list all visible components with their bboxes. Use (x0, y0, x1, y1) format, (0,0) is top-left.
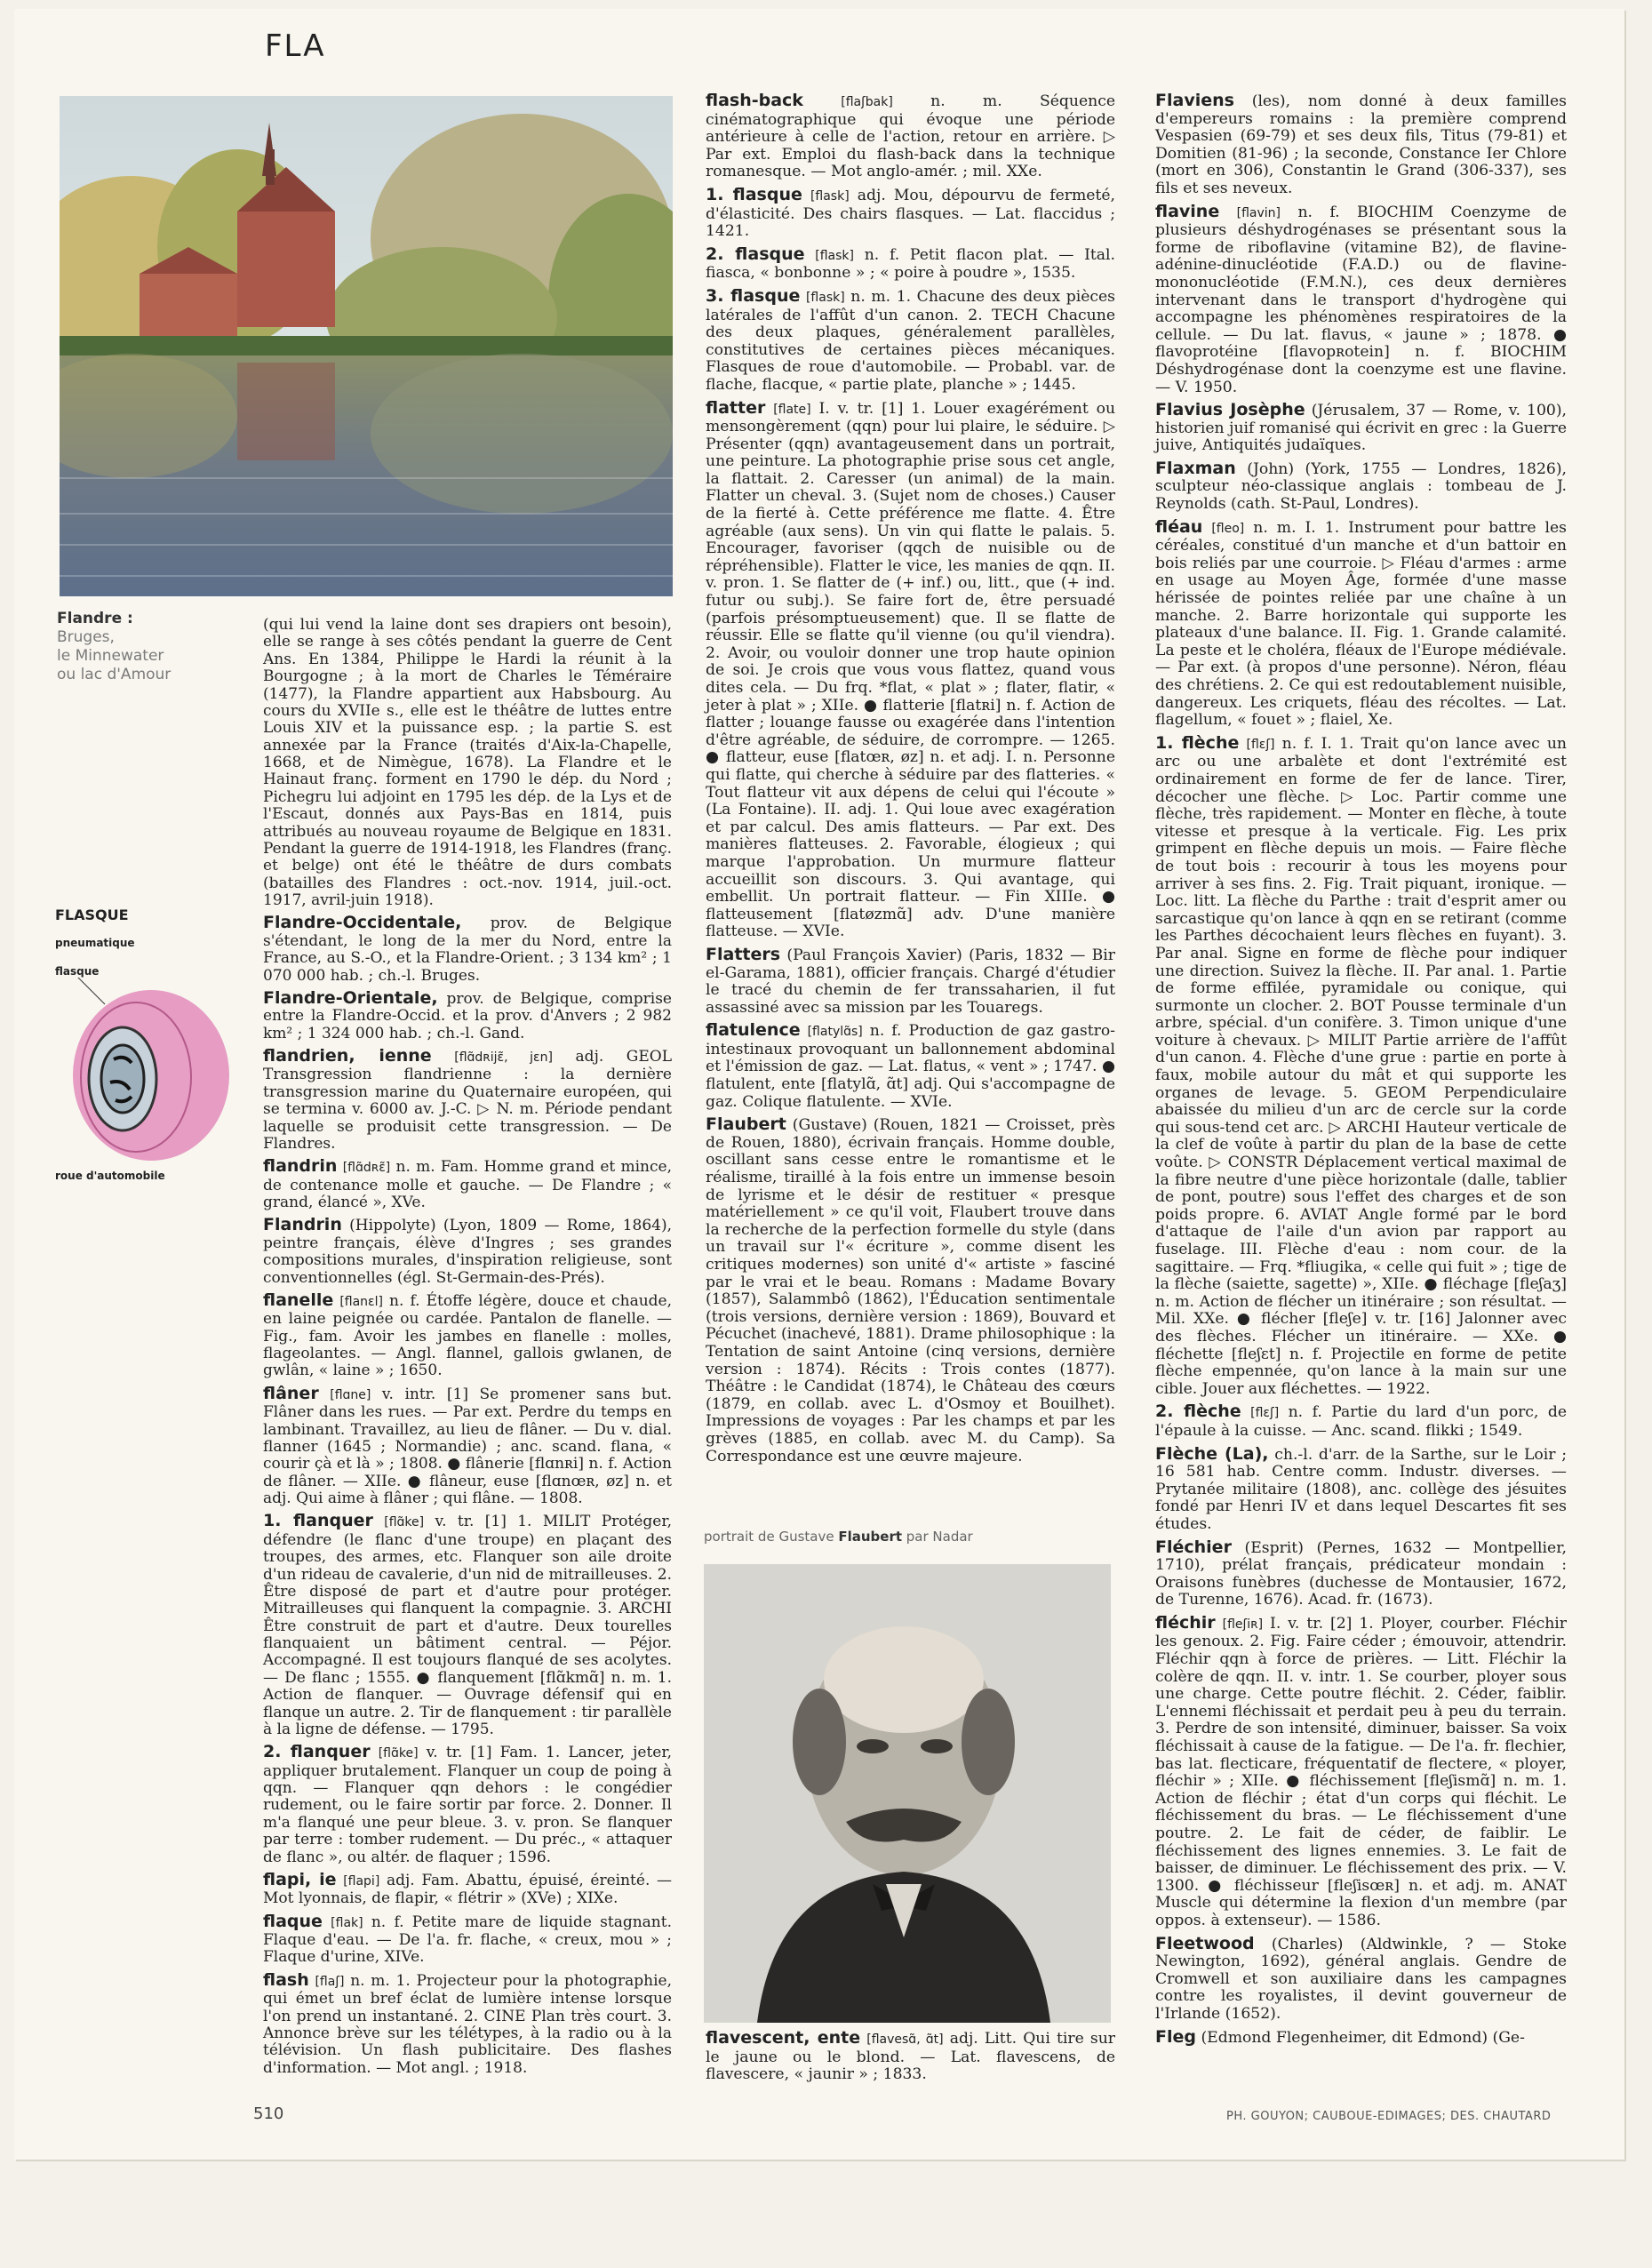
dictionary-entry (706, 1116, 1115, 1465)
dictionary-entry (263, 1913, 672, 1967)
dictionary-entry (263, 1217, 672, 1287)
dictionary-entry (706, 184, 1115, 241)
entry-text: (Edmond Flegenheimer, dit Edmond) (Ge- (1201, 2028, 1525, 2047)
entry-text: v. intr. [1] Se promener sans but. Flâner dans les rues. — Par ext. Perdre du temps en lambinant. Travaillez, au lieu de flâner. — Du v. dial. flanner (1645 ; Normandie) ; anc. scand. flana, « courir çà et là » ; 1808. ● flânerie [flɑnʀi] n. f. Action de flâner. — XIIe. ● flâneur, euse [flɑnœʀ, øz] n. et adj. Qui aime à flâner ; qui flâne. — 1808. (263, 1385, 672, 1507)
entry-headword: 1. flanquer (263, 1511, 373, 1531)
dictionary-entry (1155, 2026, 1567, 2048)
entry-headword: Fleg (1155, 2026, 1196, 2047)
dictionary-entry (706, 1022, 1115, 1111)
entry-text: (qui lui vend la laine dont ses drapiers ont besoin), elle se range à ses côtés pendant la guerre de Cent Ans. En 1384, Philippe le Hardi la réunit à la Bourgogne ; à la mort de Charles le Téméraire (1477), la Flandre appartient aux Habsbourg. Au cours du XVIIe s., elle est le théâtre de luttes entre Louis XIV et la puissance esp. ; la partie S. est annexée par la France (traités d'Aix-la-Chapelle, 1668, et de Nimègue, 1678). La Flandre et le Hainaut franç. forment en 1790 le dép. du Nord ; Pichegru lui adjoint en 1795 les dép. de la Lys et de l'Escaut, donnés aux Pays-Bas en 1814, puis attribués au nouveau royaume de Belgique en 1831. Pendant la guerre de 1914-1918, les Flandres (franç. et belge) ont été le théâtre de durs combats (batailles des Flandres : oct.-nov. 1914, juil.-oct. 1917, avril-juin 1918). (263, 616, 672, 909)
entry-headword: Fléchier (1155, 1537, 1232, 1557)
column-2-continued (706, 2030, 1115, 2089)
entry-text: (Jérusalem, 37 — Rome, v. 100), historien juif romanisé qui écrivit en grec : la Guerre juive, Antiquités judaïques. (1155, 402, 1567, 455)
page-number: 510 (253, 2104, 284, 2123)
dictionary-entry (706, 246, 1115, 283)
entry-pronunciation: [flɑ̃ke] (378, 1746, 419, 1761)
dictionary-entry (263, 1969, 672, 2077)
entry-pronunciation: [flavin] (1236, 205, 1281, 220)
flasque-figure-title: FLASQUE (55, 906, 129, 923)
entry-text: n. f. Petite mare de liquide stagnant. Flaque d'eau. — De l'a. fr. flache, « creux, mou » ; Flaque d'urine, XIVe. (263, 1913, 672, 1967)
entry-text: (Esprit) (Pernes, 1632 — Montpellier, 1710), prélat français, prédicateur mondain : Oraisons funèbres (duchesse de Montausier, 1672, de Turenne, 1676). Acad. fr. (1673). (1155, 1538, 1567, 1609)
dictionary-entry (706, 92, 1115, 181)
photo-caption-line: le Minnewater (57, 647, 164, 665)
entry-headword: flavine (1155, 201, 1220, 221)
entry-pronunciation: [flanɛl] (339, 1294, 383, 1309)
entry-headword: 1. flèche (1155, 732, 1240, 753)
entry-headword: 2. flasque (706, 244, 805, 264)
entry-text: ch.-l. d'arr. de la Sarthe, sur le Loir ; 16 581 hab. Centre comm. Industr. diverses. — Prytanée militaire (1808), anc. collège des jésuites fondé par Henri IV et dans lequel Descartes fit ses études. (1155, 1445, 1568, 1533)
entry-pronunciation: [flaʃbak] (841, 95, 893, 109)
entry-pronunciation: [flask] (815, 248, 854, 263)
entry-pronunciation: [flɑ̃dʀɛ̃] (342, 1161, 391, 1176)
dictionary-entry (1155, 402, 1567, 455)
entry-pronunciation: [fleo] (1211, 521, 1245, 536)
entry-headword: fléau (1155, 516, 1203, 537)
dictionary-entry (1155, 1933, 1567, 2024)
entry-text: (les), nom donné à deux familles d'empereurs romains : la première comprend Vespasien (69-79) et ses deux fils, Titus (79-81) et Domitien (81-96) ; la seconde, Constance Ier Chlore (mort en 306), Constantin le Grand (306-337), ses fils et ses neveux. (1155, 92, 1567, 197)
photo-caption-line: Bruges, (57, 628, 115, 646)
dictionary-entry (263, 914, 672, 985)
entry-headword: Flaviens (1155, 91, 1234, 110)
column-3 (1155, 92, 1567, 2052)
dictionary-entry (263, 617, 672, 909)
dictionary-entry (263, 1383, 672, 1508)
entry-text: (Gustave) (Rouen, 1821 — Croisset, près de Rouen, 1880), écrivain français. Homme double, oscillant sans cesse entre le romantisme et le réalisme, tiraillé à la fois entre un immense besoin de lyrisme et le désir de restituer « presque matériellement » ce qu'il voit, Flaubert trouve dans la recherche de la perfection formelle du style (dans un travail sur l'« écriture », comme disent les critiques modernes) son unité d'« artiste » fasciné par le vrai et le beau. Romans : Madame Bovary (1857), Salammbô (1862), l'Éducation sentimentale (trois versions, dernière version : 1869), Bouvard et Pécuchet (inachevé, 1881). Drame philosophique : la Tentation de saint Antoine (cinq versions, dernière version : 1874). Récits : Trois contes (1877). Théâtre : le Candidat (1874), le Château des cœurs (1879, en collab. avec L. d'Osmoy et Bouilhet). Impressions de voyages : Par les champs et par les grèves (1885, en collab. avec M. du Camp). Sa Correspondance est une œuvre majeure. (706, 1116, 1116, 1465)
entry-headword: flatulence (706, 1020, 801, 1041)
entry-pronunciation: [flɑ̃ke] (384, 1515, 425, 1530)
portrait-caption-name: Flaubert (838, 1529, 903, 1545)
dictionary-entry (263, 987, 672, 1042)
entry-text: n. f. BIOCHIM Coenzyme de plusieurs déshydrogénases se présentant sous la forme de riboflavine (vitamine B2), de flavine-adénine-dinucléotide (F.A.D.) ou de flavine-mononucléotide (F.M.N.), ces deux dernières intervenant dans le transport d'hydrogène qui accompagne les phénomènes respiratoires de la cellule. — Du lat. flavus, « jaune » ; 1878. ● flavoprotéine [flavopʀotein] n. f. BIOCHIM Déshydrogénase dont la coenzyme est une flavine. — V. 1950. (1155, 203, 1568, 396)
entry-text: adj. Litt. Qui tire sur le jaune ou le blond. — Lat. flavescens, de flavescere, « jaunir » ; 1833. (706, 2030, 1115, 2084)
entry-headword: flaque (263, 1911, 323, 1931)
entry-headword: Flèche (La), (1155, 1443, 1269, 1464)
running-head: FLA (265, 28, 326, 64)
entry-text: (Paul François Xavier) (Paris, 1832 — Bir el-Garama, 1881), officier français. Chargé d'étudier le tracé du chemin de fer transsaharien, il fut assassiné avec sa mission par les Touaregs. (706, 946, 1116, 1017)
entry-headword: Flatters (706, 944, 781, 964)
entry-pronunciation: [flask] (810, 188, 850, 204)
dictionary-entry (1155, 1403, 1567, 1440)
bruges-illustration (60, 96, 673, 596)
flaubert-portrait-illustration (704, 1564, 1111, 2023)
dictionary-entry (263, 1513, 672, 1738)
dictionary-entry (1155, 732, 1568, 1399)
entry-text: n. m. 1. Chacune des deux pièces latérales de l'affût d'un canon. 2. TECH Chacune des deux plaques, généralement parallèles, constitutives de certaines pièces mécaniques. Flasques de roue d'automobile. — Probabl. var. de flache, flacque, « partie plate, planche » ; 1445. (706, 287, 1116, 394)
entry-headword: 2. flèche (1155, 1402, 1241, 1422)
entry-headword: Flaxman (1155, 458, 1236, 478)
entry-pronunciation: [flak] (331, 1915, 363, 1930)
dictionary-entry (263, 1048, 672, 1153)
dictionary-entry (706, 285, 1116, 395)
entry-headword: flash-back (706, 91, 803, 110)
entry-headword: 3. flasque (706, 285, 801, 306)
wheel-icon (52, 978, 238, 1164)
dictionary-entry (263, 1292, 672, 1380)
column-2 (706, 92, 1115, 1471)
entry-pronunciation: [flɛʃ] (1250, 1406, 1280, 1421)
bruges-photo (60, 96, 673, 596)
flasque-label-pneumatique: pneumatique (55, 937, 135, 949)
entry-text: n. m. Séquence cinématographique qui évoque une période antérieure à celle de l'action, retour en arrière. ▷ Par ext. Emploi du flash-back dans la technique romanesque. — Mot anglo-amér. ; mil. XXe. (706, 92, 1116, 181)
entry-headword: flandrien, ienne (263, 1046, 432, 1066)
dictionary-entry (1155, 460, 1567, 514)
entry-pronunciation: [flɑne] (330, 1387, 371, 1402)
entry-headword: flatter (706, 397, 766, 418)
dictionary-entry (1155, 92, 1567, 198)
dictionary-entry (706, 946, 1115, 1017)
entry-pronunciation: [flate] (773, 402, 811, 417)
entry-text: n. m. 1. Projecteur pour la photographie, qui émet un bref éclat de lumière intense lorsque l'on prend un instantané. 2. CINE Plan très court. 3. Annonce brève sur les télétypes, à la radio ou à la télévision. Un flash publicitaire. Des flashes d'information. — Mot angl. ; 1918. (263, 1971, 672, 2077)
entry-pronunciation: [flavesɑ̃, ɑ̃t] (866, 2032, 944, 2047)
entry-text: (Charles) (Aldwinkle, ? — Stoke Newington, 1692), général anglais. Gendre de Cromwell et son auxiliaire dans les campagnes contre les royalistes, il devint gouverneur de l'Irlande (1652). (1155, 1935, 1567, 2023)
column-1 (263, 617, 672, 2082)
entry-text: prov. de Belgique s'étendant, le long de la mer du Nord, entre la France, au S.-O., et la Flandre-Orient. ; 3 134 km² ; 1 070 000 hab. ; ch.-l. Bruges. (263, 914, 672, 985)
entry-pronunciation: [flɛʃ] (1246, 737, 1275, 752)
entry-headword: 1. flasque (706, 184, 802, 204)
entry-headword: Flandre-Occidentale, (263, 913, 462, 933)
entry-headword: flavescent, ente (706, 2028, 861, 2048)
entry-headword: Flavius Josèphe (1155, 400, 1305, 420)
entry-text: n. m. I. 1. Instrument pour battre les céréales, constitué d'un manche et d'un battoir en bois reliés par une courroie. ▷ Fléau d'armes : arme en usage au Moyen Âge, formée d'une masse hérissée de pointes reliée par une chaîne à un manche. 2. Barre horizontale qui supporte les plateaux d'une balance. II. Fig. 1. Grande calamité. La peste et le choléra, fléaux de l'Europe médiévale. — Par ext. (à propos d'une personne). Néron, fléau des chrétiens. 2. Ce qui est redoutablement nuisible, dangereux. Les criquets, fléau des récoltes. — Lat. flagellum, « fouet » ; flaiel, Xe. (1155, 518, 1568, 730)
entry-text: (Hippolyte) (Lyon, 1809 — Rome, 1864), peintre français, élève d'Ingres ; ses grandes compositions murales, d'inspiration religieuse, sont conventionnelles (égl. St-Germain-des-Prés). (263, 1217, 672, 1287)
photo-caption (57, 610, 190, 684)
dictionary-entry (263, 1869, 673, 1908)
dictionary-entry (263, 1158, 672, 1211)
entry-text: n. f. Étoffe légère, douce et chaude, en laine peignée ou cardée. Pantalon de flanelle. — Fig., fam. Avoir les jambes en flanelle : molles, flageolantes. — Angl. flannel, gallois gwlanen, de gwlân, « laine » ; 1650. (263, 1291, 673, 1380)
flaubert-portrait (704, 1564, 1111, 2023)
photo-caption-line: ou lac d'Amour (57, 666, 172, 683)
entry-text: n. f. Production de gaz gastro-intestinaux provoquant un ballonnement abdominal et l'émission de gaz. — Lat. flatus, « vent » ; 1747. ● flatulent, ente [flatylɑ̃, ɑ̃t] adj. Qui s'accompagne de gaz. Colique flatulente. — XVIe. (706, 1022, 1115, 1111)
portrait-caption-after: par Nadar (902, 1529, 973, 1545)
entry-pronunciation: [fleʃiʀ] (1222, 1617, 1264, 1632)
entry-headword: Flandre-Orientale, (263, 987, 438, 1008)
dictionary-entry (1155, 516, 1568, 730)
dictionary-entry (263, 1744, 672, 1866)
flasque-label-roue: roue d'automobile (55, 1170, 165, 1182)
portrait-caption-before: portrait de Gustave (704, 1529, 839, 1545)
entry-headword: flash (263, 1969, 309, 1990)
dictionary-entry (1155, 201, 1568, 397)
entry-text: (John) (York, 1755 — Londres, 1826), sculpteur néo-classique anglais : tombeau de J. Reynolds (cath. St-Paul, Londres). (1155, 459, 1567, 514)
entry-headword: fléchir (1155, 1612, 1216, 1633)
dictionary-entry (1155, 1539, 1567, 1609)
entry-headword: flâner (263, 1383, 319, 1403)
entry-text: I. v. tr. [2] 1. Ployer, courber. Fléchir les genoux. 2. Fig. Faire céder ; émouvoir, attendrir. Fléchir qqn à force de prières. — Litt. Fléchir la colère de qqn. II. v. intr. 1. Se courber, ployer sous une charge. Cette poutre fléchit. 2. Céder, faiblir. L'ennemi fléchissait et perdait peu à peu du terrain. 3. Perdre de son intensité, diminuer, baisser. Sa voix fléchissait à cause de la fatigue. — De l'a. fr. flechier, bas lat. flecticare, fréquentatif de flectere, « ployer, fléchir » ; XIIe. ● fléchissement [fleʃismɑ̃] n. m. 1. Action de fléchir ; état d'un corps qui fléchit. Le fléchissement du bras. — Le fléchissement d'une poutre. 2. Le fait de céder, de faiblir. Le fléchissement des lignes ennemies. 3. Le fait de baisser, de diminuer. Le fléchissement des prix. — V. 1300. ● fléchisseur [fleʃisœʀ] n. et adj. m. ANAT Muscle qui détermine la flexion d'un membre (par oppos. à extenseur). — 1586. (1155, 1614, 1567, 1929)
entry-text: n. m. Fam. Homme grand et mince, de contenance molle et gauche. — De Flandre ; « grand, élancé », XVe. (263, 1158, 672, 1211)
dictionary-entry (1155, 1612, 1567, 1930)
entry-pronunciation: [flatylɑ̃s] (807, 1025, 863, 1040)
entry-headword: flanelle (263, 1290, 334, 1310)
photo-credits: PH. GOUYON; CAUBOUE-EDIMAGES; DES. CHAUTARD (1226, 2110, 1552, 2123)
entry-headword: 2. flanquer (263, 1742, 371, 1762)
entry-text: adj. GEOL Transgression flandrienne : la dernière transgression marine du Quaternaire européen, qui se termina v. 6000 av. J.-C. ▷ N. m. Période pendant laquelle se produisit cette transgression. — De Flandres. (263, 1048, 673, 1153)
dictionary-entry (706, 2030, 1115, 2084)
entry-headword: flapi, ie (263, 1869, 337, 1889)
entry-text: adj. Mou, dépourvu de fermeté, d'élasticité. Des chairs flasques. — Lat. flaccidus ; 1421. (706, 186, 1115, 241)
entry-text: n. f. Petit flacon plat. — Ital. fiasca, « bonbonne » ; « poire à poudre », 1535. (706, 245, 1116, 283)
portrait-caption (704, 1529, 973, 1545)
entry-headword: Flandrin (263, 1215, 342, 1235)
dictionary-entry (706, 397, 1116, 941)
dictionary-entry (1155, 1443, 1568, 1534)
entry-text: adj. Fam. Abattu, épuisé, éreinté. — Mot lyonnais, de flapir, « flétrir » (XVe) ; XIXe. (263, 1871, 673, 1908)
entry-text: v. tr. [1] Fam. 1. Lancer, jeter, appliquer brutalement. Flanquer un coup de poing à qqn. — Flanquer qqn dehors : le congédier rudement, ou le faire sortir par force. 2. Donner. Il m'a flanqué une peur bleue. 3. v. pron. Se flanquer par terre : tomber rudement. — Du préc., « attaquer de flanc », ou altér. de flaquer ; 1596. (263, 1744, 673, 1866)
flasque-label-flasque: flasque (55, 965, 100, 978)
entry-text: n. f. Partie du lard d'un porc, de l'épaule à la cuisse. — Anc. scand. flikki ; 1549. (1155, 1403, 1568, 1440)
entry-pronunciation: [flaʃ] (315, 1974, 345, 1989)
entry-headword: Fleetwood (1155, 1933, 1255, 1953)
entry-pronunciation: [flask] (805, 290, 845, 305)
photo-caption-title: Flandre : (57, 610, 133, 627)
entry-pronunciation: [flapi] (343, 1873, 380, 1889)
entry-headword: Flaubert (706, 1114, 786, 1135)
entry-text: I. v. tr. [1] 1. Louer exagérément ou mensongèrement (qqn) pour lui plaire, le séduire. ▷ Présenter (qqn) avantageusement dans un portrait, une peinture. La photographie prise sous cet angle, la flattait. 2. Caresser (un animal) de la main. Flatter un cheval. 3. (Sujet nom de choses.) Causer de la fierté à. Cette préférence me flatte. 4. Être agréable (aux sens). Un vin qui flatte le palais. 5. Encourager, favoriser (qqch de nuisible ou de répréhensible). Flatter le vice, les manies de qqn. II. v. pron. 1. Se flatter de (+ inf.) ou, litt., que (+ ind. futur ou subj.). Se faire fort de, être persuadé (parfois présomptueusement) que. Il se flatte de réussir. Elle se flatte qu'il vienne (ou qu'il viendra). 2. Avoir, ou vouloir donner une trop haute opinion de soi. Je crois que vous vous flattez, quand vous dites cela. — Du frq. *flat, « plat » ; flater, flatir, « jeter à plat » ; XIIe. ● flatterie [flatʀi] n. f. Action de flatter ; louange fausse ou exagérée dans l'intention d'être agréable, de séduire, de corrompre. — 1265. ● flatteur, euse [flatœʀ, øz] n. et adj. I. n. Personne qui flatte, qui cherche à séduire par des flatteries. « Tout flatteur vit aux dépens de celui qui l'écoute » (La Fontaine). II. adj. 1. Qui loue avec exagération et par calcul. Des amis flatteurs. — Par ext. Des manières flatteuses. 2. Favorable, élogieux ; qui marque l'approbation. Un murmure flatteur accueillit son discours. 3. Qui avantage, qui embellit. Un portrait flatteur. — Fin XIIIe. ● flatteusement [flatøzmɑ̃] adv. D'une manière flatteuse. — XVIe. (706, 399, 1116, 941)
entry-headword: flandrin (263, 1156, 338, 1177)
entry-text: prov. de Belgique, comprise entre la Flandre-Occid. et la prov. d'Anvers ; 2 982 km² ; 1 324 000 hab. ; ch.-l. Gand. (263, 989, 672, 1042)
entry-text: v. tr. [1] 1. MILIT Protéger, défendre (le flanc d'une troupe) en plaçant des troupes, des armes, etc. Flanquer son aile droite d'un rideau de cavalerie, d'un nid de mitrailleuses. 2. Être disposé de part et d'autre pour protéger. Mitrailleuses qui flanquent la compagnie. 3. ARCHI Être construit de part et d'autre. Deux tourelles flanquaient un bâtiment central. — Péjor. Accompagné. Il est toujours flanqué de ses acolytes. — De flanc ; 1555. ● flanquement [flɑ̃kmɑ̃] n. m. 1. Action de flanquer. — Ouvrage défensif qui en flanque un autre. 2. Tir de flanquement : tir parallèle à la ligne de défense. — 1795. (263, 1513, 672, 1738)
entry-text: n. f. I. 1. Trait qu'on lance avec un arc ou une arbalète et dont l'extrémité est ordinairement en forme de fer de lance. Tirer, décocher une flèche. ▷ Loc. Partir comme une flèche, très rapidement. — Monter en flèche, à toute vitesse et presque à la verticale. Fig. Les prix grimpent en flèche depuis un mois. — Faire flèche de tout bois : recourir à tous les moyens pour arriver à ses fins. 2. Fig. Trait piquant, ironique. — Loc. litt. La flèche du Parthe : trait d'esprit amer ou sarcastique qu'on lance à qqn en se retirant (comme les Parthes décochaient leurs flèches en fuyant). 3. Par anal. Signe en forme de flèche pour indiquer une direction. Suivez la flèche. II. Par anal. 1. Partie de forme effilée, pyramidale ou conique, qui surmonte un clocher. 2. BOT Pousse terminale d'un arbre, spécial. d'un conifère. 3. Timon unique d'une voiture à chevaux. ▷ MILIT Partie arrière de l'affût d'un canon. 4. Flèche d'une grue : partie en porte à faux, mobile autour du mât et qui supporte les organes de levage. 5. GEOM Perpendiculaire abaissée du milieu d'un arc de cercle sur la corde qui sous-tend cet arc. ▷ ARCHI Hauteur verticale de la clef de voûte à partir du plan de la base de cette voûte. ▷ CONSTR Déplacement vertical maximal de la fibre neutre d'une pièce horizontale (dalle, tablier de pont, poutre) sous l'effet des charges et de son poids propre. 6. AVIAT Angle formé par le bord d'attaque de l'aile d'un avion par rapport au fuselage. III. Flèche d'eau : nom cour. de la sagittaire. — Frq. *fliugika, « celle qui fuit » ; tige de la flèche (saiette, sagette) », XIIe. ● fléchage [fleʃaʒ] n. m. Action de flécher un itinéraire ; son résultat. — Mil. XXe. ● flécher [fleʃe] v. tr. [16] Jalonner avec des flèches. Flécher un itinéraire. — XXe. ● fléchette [fleʃɛt] n. f. Projectile en forme de petite flèche empennée, qu'on lance à la main sur une cible. Jouer aux fléchettes. — 1922. (1155, 734, 1568, 1398)
entry-pronunciation: [flɑ̃dʀijɛ̃, jɛn] (454, 1050, 553, 1065)
flasque-figure (52, 898, 238, 1200)
